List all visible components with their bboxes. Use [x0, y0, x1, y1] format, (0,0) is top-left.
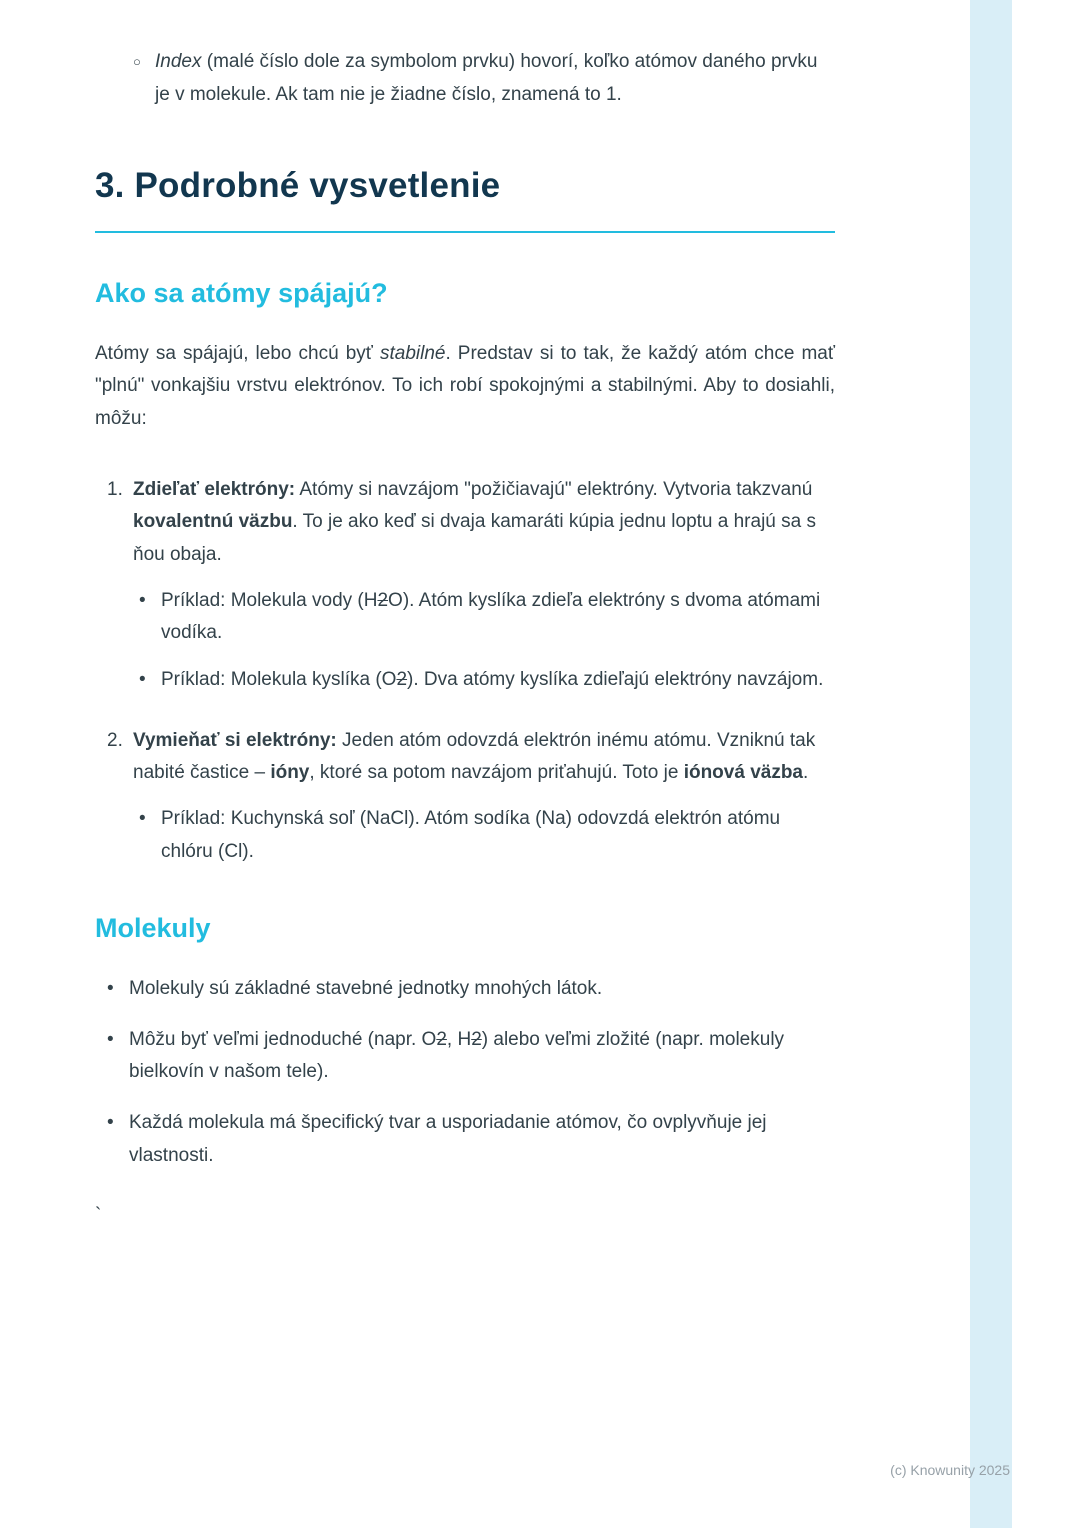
subheading-molecules: Molekuly	[95, 913, 211, 944]
sub-bullet-oxygen	[107, 664, 835, 697]
numbered-item-1	[95, 474, 835, 697]
bullet-icon: •	[139, 669, 146, 691]
sub-bullet-water	[107, 585, 835, 650]
molecules-bullet-2-text: Môžu byť veľmi jednoduché (napr. O2, H2) alebo veľmi zložité (napr. molekuly bielkovín v našom tele).	[129, 1028, 785, 1083]
bullet-icon: •	[139, 808, 146, 830]
sub-bullet-oxygen-text: Príklad: Molekula kyslíka (O2). Dva atómy kyslíka zdieľajú elektróny navzájom.	[161, 669, 824, 691]
bonding-numbered-list	[95, 474, 835, 869]
bullet-icon: •	[107, 1111, 114, 1133]
bullet-icon: •	[107, 977, 114, 999]
list-number-1: 1.	[107, 478, 123, 500]
heading-underline	[95, 231, 835, 233]
list-number-2: 2.	[107, 729, 123, 751]
sub-bullet-salt-text: Príklad: Kuchynská soľ (NaCl). Atóm sodíka (Na) odovzdá elektrón atómu chlóru (Cl).	[161, 808, 781, 862]
molecules-bullet-1-text: Molekuly sú základné stavebné jednotky mnohých látok.	[129, 977, 603, 999]
numbered-item-2	[95, 725, 835, 869]
numbered-item-1-text: Zdieľať elektróny: Atómy si navzájom "požičiavajú" elektróny. Vytvoria takzvanú kovalentnú väzbu. To je ako keď si dvaja kamaráti kúpia jednu loptu a hrajú sa s ňou obaja.	[133, 478, 816, 566]
bullet-icon: •	[139, 589, 146, 611]
index-note-text: Index (malé číslo dole za symbolom prvku) hovorí, koľko atómov daného prvku je v molekule. Ak tam nie je žiadne číslo, znamená to 1.	[155, 51, 818, 105]
numbered-item-2-text: Vymieňať si elektróny: Jeden atóm odovzdá elektrón inému atómu. Vzniknú tak nabité častice – ióny, ktoré sa potom navzájom priťahujú. Toto je iónová väzba.	[133, 729, 816, 784]
section-heading: 3. Podrobné vysvetlenie	[95, 166, 501, 206]
molecules-bullet-1	[95, 973, 835, 1006]
sub-bullet-water-text: Príklad: Molekula vody (H2O). Atóm kyslíka zdieľa elektróny s dvoma atómami vodíka.	[161, 589, 821, 644]
list-item-index-note	[95, 46, 835, 111]
subheading-bonding: Ako sa atómy spájajú?	[95, 278, 388, 309]
molecules-bullet-2	[95, 1024, 835, 1089]
numbered-item-1-row	[107, 474, 835, 572]
numbered-item-2-sublist	[107, 803, 835, 868]
bonding-intro-paragraph: Atómy sa spájajú, lebo chcú byť stabilné. Predstav si to tak, že každý atóm chce mať "plnú" vonkajšiu vrstvu elektrónov. To ich robí spokojnými a stabilnými. Aby to dosiahli, môžu:	[95, 342, 835, 430]
molecules-bullet-3	[95, 1107, 835, 1172]
document-content	[95, 46, 835, 1233]
hollow-bullet-icon: ○	[133, 54, 141, 69]
sub-bullet-salt	[107, 803, 835, 868]
molecules-bullet-3-text: Každá molekula má špecifický tvar a usporiadanie atómov, čo ovplyvňuje jej vlastnosti.	[129, 1111, 767, 1166]
numbered-item-1-sublist	[107, 585, 835, 697]
bullet-icon: •	[107, 1028, 114, 1050]
molecules-list	[95, 973, 835, 1172]
numbered-item-2-row	[107, 725, 835, 790]
right-accent-stripe	[970, 0, 1012, 1528]
stray-backtick-character: `	[95, 1205, 102, 1227]
copyright-footer: (c) Knowunity 2025	[890, 1462, 1010, 1478]
